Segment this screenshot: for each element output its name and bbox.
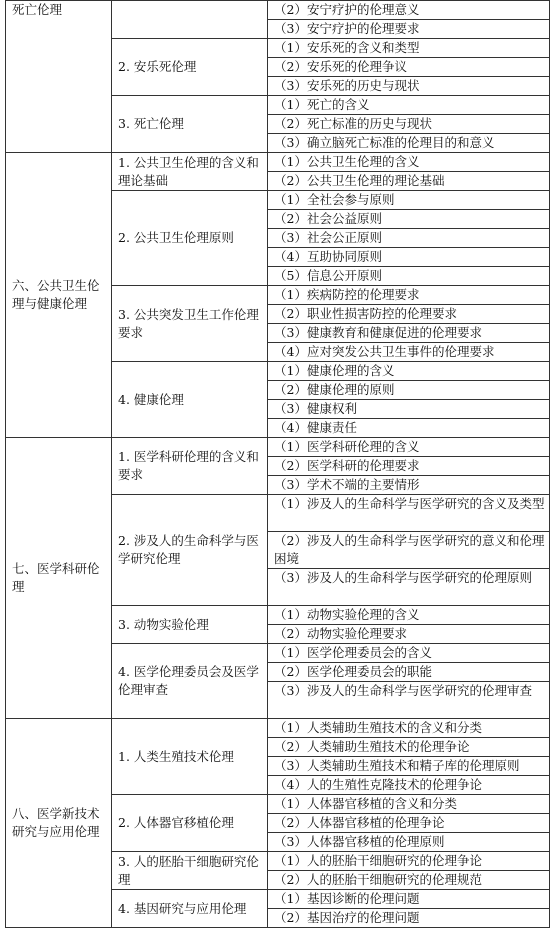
outline-item: （3）涉及人的生命科学与医学研究的伦理审查 <box>268 682 550 719</box>
outline-item: （3）安乐死的历史与现状 <box>268 77 550 96</box>
outline-item: （3）学术不端的主要情形 <box>268 476 550 495</box>
subunit-title: 3. 人的胚胎干细胞研究伦理 <box>112 852 268 890</box>
subunit-title: 1. 人类生殖技术伦理 <box>112 719 268 795</box>
outline-item: （2）公共卫生伦理的理论基础 <box>268 172 550 191</box>
unit-title: 七、医学科研伦理 <box>6 438 112 719</box>
subunit-title: 3. 公共突发卫生工作伦理要求 <box>112 286 268 362</box>
outline-item: （1）涉及人的生命科学与医学研究的含义及类型 <box>268 495 550 532</box>
outline-item: （1）医学科研伦理的含义 <box>268 438 550 457</box>
unit-title: 死亡伦理 <box>6 1 112 153</box>
outline-item: （4）健康责任 <box>268 419 550 438</box>
outline-item: （1）死亡的含义 <box>268 96 550 115</box>
outline-item: （2）安宁疗护的伦理意义 <box>268 1 550 20</box>
unit-title: 八、医学新技术研究与应用伦理 <box>6 719 112 928</box>
outline-item: （1）人体器官移植的含义和分类 <box>268 795 550 814</box>
outline-item: （4）人的生殖性克隆技术的伦理争论 <box>268 776 550 795</box>
syllabus-table-body <box>6 1 550 928</box>
syllabus-table <box>5 0 550 928</box>
outline-item: （2）涉及人的生命科学与医学研究的意义和伦理困境 <box>268 532 550 569</box>
outline-item: （1）公共卫生伦理的含义 <box>268 153 550 172</box>
outline-item: （1）安乐死的含义和类型 <box>268 39 550 58</box>
outline-item: （3）确立脑死亡标准的伦理目的和意义 <box>268 134 550 153</box>
table-row <box>6 1 550 20</box>
outline-item: （2）医学科研的伦理要求 <box>268 457 550 476</box>
outline-item: （3）安宁疗护的伦理要求 <box>268 20 550 39</box>
outline-item: （1）基因诊断的伦理问题 <box>268 890 550 909</box>
unit-title: 六、公共卫生伦理与健康伦理 <box>6 153 112 438</box>
subunit-title: 4. 基因研究与应用伦理 <box>112 890 268 928</box>
outline-item: （1）人的胚胎干细胞研究的伦理争论 <box>268 852 550 871</box>
outline-item: （2）人的胚胎干细胞研究的伦理规范 <box>268 871 550 890</box>
table-row <box>6 719 550 738</box>
subunit-title: 3. 动物实验伦理 <box>112 606 268 644</box>
outline-item: （3）健康教育和健康促进的伦理要求 <box>268 324 550 343</box>
outline-item: （2）基因治疗的伦理问题 <box>268 909 550 928</box>
subunit-title: 1. 医学科研伦理的含义和要求 <box>112 438 268 495</box>
subunit-title: 2. 涉及人的生命科学与医学研究伦理 <box>112 495 268 606</box>
subunit-title: 4. 健康伦理 <box>112 362 268 438</box>
subunit-title: 2. 公共卫生伦理原则 <box>112 191 268 286</box>
outline-item: （2）人体器官移植的伦理争论 <box>268 814 550 833</box>
subunit-title: 4. 医学伦理委员会及医学伦理审查 <box>112 644 268 719</box>
outline-item: （2）动物实验伦理要求 <box>268 625 550 644</box>
outline-item: （3）社会公正原则 <box>268 229 550 248</box>
outline-item: （2）医学伦理委员会的职能 <box>268 663 550 682</box>
outline-item: （1）医学伦理委员会的含义 <box>268 644 550 663</box>
outline-item: （1）动物实验伦理的含义 <box>268 606 550 625</box>
outline-item: （4）互助协同原则 <box>268 248 550 267</box>
outline-item: （3）人类辅助生殖技术和精子库的伦理原则 <box>268 757 550 776</box>
outline-item: （3）人体器官移植的伦理原则 <box>268 833 550 852</box>
table-row <box>6 438 550 457</box>
outline-item: （2）职业性损害防控的伦理要求 <box>268 305 550 324</box>
outline-item: （1）疾病防控的伦理要求 <box>268 286 550 305</box>
subunit-title: 3. 死亡伦理 <box>112 96 268 153</box>
subunit-title <box>112 1 268 39</box>
outline-item: （3）涉及人的生命科学与医学研究的伦理原则 <box>268 569 550 606</box>
table-row <box>6 153 550 172</box>
subunit-title: 2. 人体器官移植伦理 <box>112 795 268 852</box>
outline-item: （2）死亡标准的历史与现状 <box>268 115 550 134</box>
outline-item: （1）人类辅助生殖技术的含义和分类 <box>268 719 550 738</box>
outline-item: （2）健康伦理的原则 <box>268 381 550 400</box>
outline-item: （1）全社会参与原则 <box>268 191 550 210</box>
outline-item: （3）健康权利 <box>268 400 550 419</box>
subunit-title: 2. 安乐死伦理 <box>112 39 268 96</box>
outline-item: （4）应对突发公共卫生事件的伦理要求 <box>268 343 550 362</box>
subunit-title: 1. 公共卫生伦理的含义和理论基础 <box>112 153 268 191</box>
outline-item: （2）人类辅助生殖技术的伦理争论 <box>268 738 550 757</box>
outline-item: （5）信息公开原则 <box>268 267 550 286</box>
outline-item: （1）健康伦理的含义 <box>268 362 550 381</box>
outline-item: （2）安乐死的伦理争议 <box>268 58 550 77</box>
outline-item: （2）社会公益原则 <box>268 210 550 229</box>
